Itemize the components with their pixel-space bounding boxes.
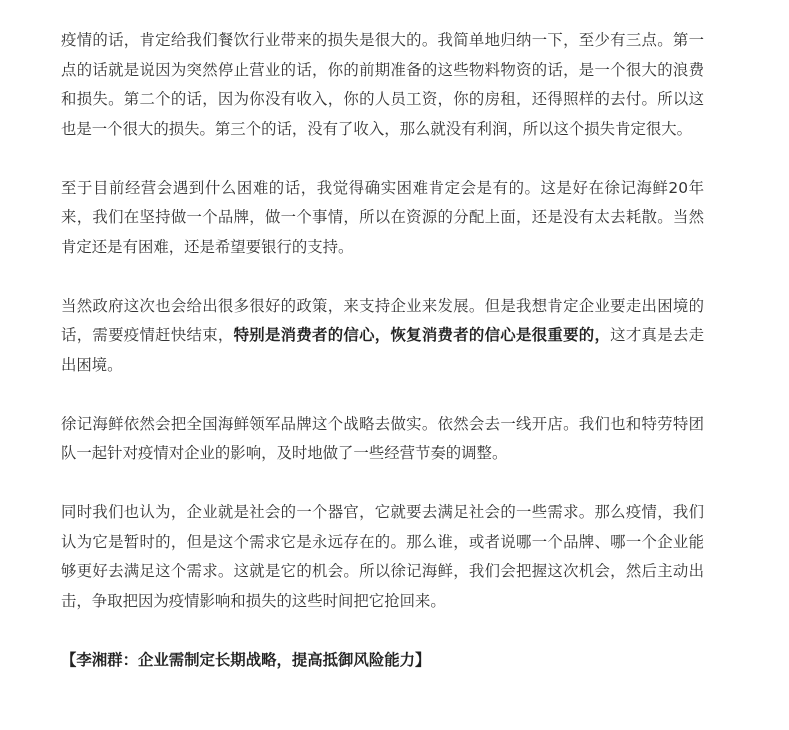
- paragraph-policy: [61, 292, 704, 381]
- section-heading: 【李湘群：企业需制定长期战略，提高抵御风险能力】: [61, 650, 431, 669]
- paragraph-policy-text-2: 这才真是去走出困境。: [61, 326, 704, 374]
- article-body: [61, 26, 704, 705]
- paragraph-strategy: 徐记海鲜依然会把全国海鲜领军品牌这个战略去做实。依然会去一线开店。我们也和特劳特团队一起针对疫情对企业的影响，及时地做了一些经营节奏的调整。: [61, 414, 704, 462]
- paragraph-difficulties: 至于目前经营会遇到什么困难的话，我觉得确实困难肯定会是有的。这是好在徐记海鲜20年来，我们在坚持做一个品牌，做一个事情，所以在资源的分配上面，还是没有太去耗散。当然肯定还是有困难，还是希望要银行的支持。: [61, 178, 704, 256]
- paragraph-opportunity: 同时我们也认为，企业就是社会的一个器官，它就要去满足社会的一些需求。那么疫情，我们认为它是暂时的，但是这个需求它是永远存在的。那么谁，或者说哪一个品牌、哪一个企业能够更好去满足这个需求。这就是它的机会。所以徐记海鲜，我们会把握这次机会，然后主动出击，争取把因为疫情影响和损失的这些时间把它抢回来。: [61, 503, 704, 610]
- paragraph-losses: 疫情的话，肯定给我们餐饮行业带来的损失是很大的。我简单地归纳一下，至少有三点。第一点的话就是说因为突然停止营业的话，你的前期准备的这些物料物资的话，是一个很大的浪费和损失。第二个的话，因为你没有收入，你的人员工资，你的房租，还得照样的去付。所以这也是一个很大的损失。第三个的话，没有了收入，那么就没有利润，所以这个损失肯定很大。: [61, 31, 704, 138]
- paragraph-policy-text-1: 当然政府这次也会给出很多很好的政策，来支持企业来发展。但是我想肯定企业要走出困境的话，需要疫情赶快结束，: [61, 296, 704, 344]
- paragraph-policy-emphasis: 特别是消费者的信心，恢复消费者的信心是很重要的，: [233, 326, 611, 344]
